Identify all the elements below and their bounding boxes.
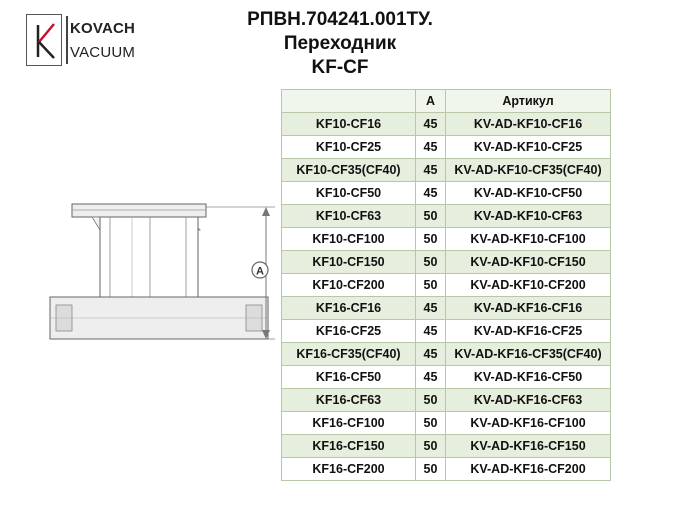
logo-mark bbox=[26, 14, 62, 66]
cell-article: KV-AD-KF10-CF100 bbox=[446, 228, 611, 251]
cell-model: KF16-CF50 bbox=[282, 366, 416, 389]
title-line-1: РПВН.704241.001ТУ. bbox=[247, 9, 433, 30]
cell-model: KF16-CF25 bbox=[282, 320, 416, 343]
table-header-row bbox=[282, 90, 611, 113]
header-model bbox=[282, 90, 416, 113]
cell-article: KV-AD-KF10-CF150 bbox=[446, 251, 611, 274]
header-article: Артикул bbox=[446, 90, 611, 113]
logo-k-icon bbox=[27, 15, 63, 67]
table-row bbox=[282, 458, 611, 481]
table-row bbox=[282, 159, 611, 182]
table-row bbox=[282, 297, 611, 320]
cell-a: 45 bbox=[416, 159, 446, 182]
cell-article: KV-AD-KF16-CF63 bbox=[446, 389, 611, 412]
cell-a: 45 bbox=[416, 366, 446, 389]
cell-model: KF16-CF100 bbox=[282, 412, 416, 435]
cell-a: 50 bbox=[416, 274, 446, 297]
document-title bbox=[200, 8, 480, 80]
cell-model: KF16-CF150 bbox=[282, 435, 416, 458]
cell-a: 45 bbox=[416, 182, 446, 205]
logo-divider bbox=[66, 16, 68, 64]
cell-a: 45 bbox=[416, 320, 446, 343]
table-row bbox=[282, 389, 611, 412]
cell-model: KF10-CF35(CF40) bbox=[282, 159, 416, 182]
cell-a: 50 bbox=[416, 389, 446, 412]
cell-article: KV-AD-KF10-CF16 bbox=[446, 113, 611, 136]
cell-model: KF10-CF16 bbox=[282, 113, 416, 136]
cell-article: KV-AD-KF16-CF200 bbox=[446, 458, 611, 481]
table-row bbox=[282, 251, 611, 274]
table-row bbox=[282, 113, 611, 136]
cell-a: 50 bbox=[416, 412, 446, 435]
table-row bbox=[282, 136, 611, 159]
cell-model: KF10-CF150 bbox=[282, 251, 416, 274]
cell-model: KF16-CF200 bbox=[282, 458, 416, 481]
table-row bbox=[282, 182, 611, 205]
cell-model: KF16-CF35(CF40) bbox=[282, 343, 416, 366]
header-a: A bbox=[416, 90, 446, 113]
cell-model: KF16-CF16 bbox=[282, 297, 416, 320]
cell-model: KF10-CF63 bbox=[282, 205, 416, 228]
cell-a: 45 bbox=[416, 136, 446, 159]
cell-article: KV-AD-KF10-CF25 bbox=[446, 136, 611, 159]
cell-a: 50 bbox=[416, 458, 446, 481]
table-row bbox=[282, 228, 611, 251]
dimension-label-a: A bbox=[256, 265, 264, 278]
cell-a: 50 bbox=[416, 228, 446, 251]
table-row bbox=[282, 412, 611, 435]
cell-model: KF10-CF100 bbox=[282, 228, 416, 251]
cell-a: 50 bbox=[416, 251, 446, 274]
cell-article: KV-AD-KF16-CF35(CF40) bbox=[446, 343, 611, 366]
kovach-vacuum-logo bbox=[26, 14, 136, 66]
table-row bbox=[282, 366, 611, 389]
cell-article: KV-AD-KF10-CF50 bbox=[446, 182, 611, 205]
cell-model: KF16-CF63 bbox=[282, 389, 416, 412]
cell-a: 45 bbox=[416, 343, 446, 366]
table-row bbox=[282, 320, 611, 343]
title-line-3: KF-CF bbox=[311, 57, 369, 78]
cell-a: 45 bbox=[416, 297, 446, 320]
cell-article: KV-AD-KF16-CF100 bbox=[446, 412, 611, 435]
table-row bbox=[282, 343, 611, 366]
cell-article: KV-AD-KF16-CF150 bbox=[446, 435, 611, 458]
cell-model: KF10-CF200 bbox=[282, 274, 416, 297]
cell-article: KV-AD-KF10-CF35(CF40) bbox=[446, 159, 611, 182]
spec-table bbox=[281, 89, 611, 481]
cell-a: 45 bbox=[416, 113, 446, 136]
cell-article: KV-AD-KF16-CF50 bbox=[446, 366, 611, 389]
title-line-2: Переходник bbox=[283, 33, 397, 54]
cell-article: KV-AD-KF16-CF25 bbox=[446, 320, 611, 343]
cell-model: KF10-CF25 bbox=[282, 136, 416, 159]
cell-article: KV-AD-KF10-CF200 bbox=[446, 274, 611, 297]
cell-a: 50 bbox=[416, 435, 446, 458]
cell-article: KV-AD-KF16-CF16 bbox=[446, 297, 611, 320]
table-row bbox=[282, 205, 611, 228]
cell-article: KV-AD-KF10-CF63 bbox=[446, 205, 611, 228]
cell-a: 50 bbox=[416, 205, 446, 228]
logo-line-1: KOVACH bbox=[70, 20, 136, 37]
adapter-drawing bbox=[40, 180, 280, 350]
table-row bbox=[282, 435, 611, 458]
table-row bbox=[282, 274, 611, 297]
cell-model: KF10-CF50 bbox=[282, 182, 416, 205]
logo-line-2: VACUUM bbox=[70, 44, 136, 61]
